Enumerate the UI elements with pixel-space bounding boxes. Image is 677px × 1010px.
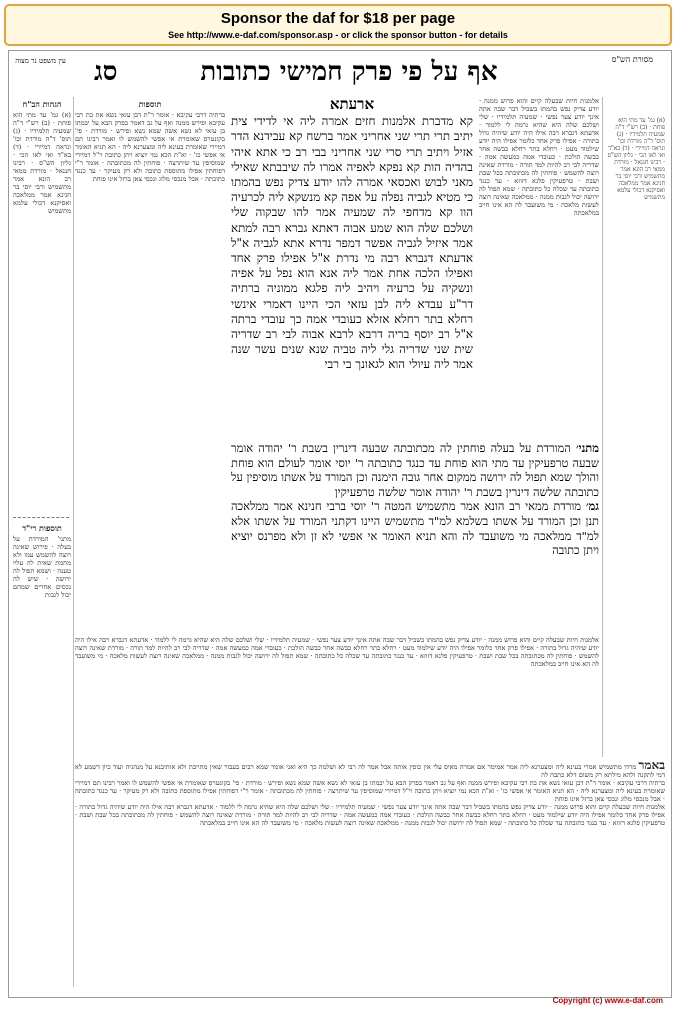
gemara2-label: גמ׳ (585, 499, 599, 514)
mishnah-text: המורדת על בעלה פוחתין לה מכתובתה שבעה דינרין בשבת ר' יהודה אומר שבעה טרפעיקין עד מתי הוא פוחת עד כנגד כתובתה ר' יוסי אומר לעולם הוא פוחת והולך שמא תפול לה ירושה ממקום אחר גובה הימנה וכן המורד על אשתו מוסיפין על כתובתה שלשה דינרין בשבת ר' יהודה אומר שלשה טרפעיקין (231, 441, 599, 499)
copyright-notice[interactable]: Copyright (c) www.e-daf.com (552, 996, 663, 1005)
tosafot-rid-title: תוספות רי"ד (22, 523, 62, 533)
divider-right (602, 97, 603, 757)
gemara-text: קא מדברת אלמנות חזים אמרה ליה אי לדידי צית יתיב תרי תרי שני אחריני אמר ברשח קא עבידנא הדר אזיל ויתיב תרי סרי שני אחריני בבי רב כי אתא איהי בהדיה הות קא נפקא לאפיה אמרו לה שיבבתא שאילי מאני לבוש ואכסאי אמרה להו יודע צדיק נפש בהמתו כי מטיא לגביה נפלה על אפה קא מנשקא ליה לכרעיה הוו קא מדחפי לה שמעיה אמר להו שבקוה שלי ושלכם שלה הוא שמע אבוה דאתא גברא רבה למתא אמר איזיל לגביה אפשר דמפר נדרא אתא לגביה א"ל אדעתא דגברא רבה מי נדרת א"ל אפילו פרק אחד ואפילו הלכה אחת אמר ליה אנא הוא נפל על אפיה ונשקיה על כרעיה ויהיב ליה פלגא ממוניה ברתיה דר"ע עבדא ליה לבן עזאי הכי היינו דאמרי אינשי רחלא בתר רחלא אזלא כעובדי אמה כך עובדי ברתה א"ל רב יוסף בריה דרבא לרבא אבוה לבי רב שדריה שית שני שדריה גלי ליה טביה שנא שנים עשר שנה אמר ליה עיולי הוא לגאונך בי רבי (231, 114, 473, 372)
divider-left (73, 97, 74, 987)
mishnah-block (231, 441, 599, 631)
bottom-commentary (75, 761, 665, 986)
daf-number: סג (94, 57, 118, 87)
page-title: אף על פי פרק חמישי כתובות (200, 57, 498, 87)
bottom-tosafot-text: ברתיה דרבי עקיבא · אומר ר"ת דבן עזאי נשא את בת רבי עקיבא ופירש ממנה ואף על גב דאמר בפרק הבא על יבמתו בן עזאי לא נשא אשה שמא נשא ופירש · מורדת · פי' בקונטרס שאומרת אי אפשי להשמש לו ואמר רבינו תם דמיירי שאומרת בעינא ליה ומצערנא ליה · הא תניא האומר אי אפשי כו' · וא"ת הכא נמי יוציא ויתן כתובה וי"ל דמיירי שמוסיפין עד שיתרצה · פוחתין לה מכתובתה · אומר ר"י דפוחתין אפילו מתוספת כתובה ולא רק מעיקר · עד כנגד כתובתה · אבל מנכסי מלוג ונכסי צאן ברזל אינו פוחת (75, 779, 665, 803)
gemara2-text: מורדת ממאי רב הונא אמר מתשמיש המטה ר' יוסי ברבי חנינא אמר ממלאכה תנן וכן המורד על אשתו בשלמא למ"ד מתשמיש היינו דקתני המורד על אשתו אלא למ"ד ממלאכה מי משועבד לה והא תניא האומר אי אפשי לא זן ולא מפרנס יוציא ויתן כתובה (231, 499, 599, 558)
bottom-rashi-text: אלמנות חיות שבעלה קיים והוא פרוש ממנה · יודע צדיק נפש בהמתו בשביל דבר שבה אתה אינך יודע צער נפשי · שמעיה תלמידיו · שלי ושלכם שלה היא שהיא גרמה לי ללמוד · אדעתא דגברא רבה אילו היה יודע שיהיה גדול בתורה · אפילו פרק אחד כלומר אפילו היה יודע שילמוד מעט · רחלא בתר רחלא כבשה אחר כבשה הולכת · כעובדי אמה כמעשה אמה · שדריה לבי רב להיות למד תורה · מורדת שאינה רוצה להשמש · פוחתין לה מכתובתה בכל שבת ושבת · טרפעיקין פלגא דזוזא · עד כנגד כתובתה עד שכלה כל כתובתה · שמא תפול לה ירושה יכול לגבות ממנה · ממלאכה שאינה רוצה לעשות מלאכה · מי משועבד לה הא אינו חייב במלאכתה (75, 803, 665, 827)
masoret-hashas-text: (א) גמ' עד מתי הוא פוחת · (ב) רש"י ד"ה שמעיה תלמידיו · (ג) תוס' ד"ה מורדת וכו' ונראה דמיירי · (ד) בא"ד ואי לאו הכי · גליון הש"ס · רבינו חננאל · מורדת ממאי רב הונא אמר מתשמיש ורבי יוסי בר חנינא אמר ממלאכה ואסיקנא דכולי עלמא מתשמיש (607, 117, 665, 201)
rashi-column (479, 97, 599, 437)
gemara-heading: ארעתא (329, 97, 375, 113)
ein-mishpat-label: עין משפט נר מצוה (15, 57, 66, 65)
sponsor-subtitle[interactable]: See http://www.e-daf.com/sponsor.asp - or click the sponsor button - for details (168, 30, 508, 40)
page-header (9, 51, 671, 95)
gemara-main (231, 97, 473, 437)
sponsor-title[interactable]: Sponsor the daf for $18 per page (220, 10, 456, 27)
tosafot-text: ברתיה דרבי עקיבא · אומר ר"ת דבן עזאי נשא את בת רבי עקיבא ופירש ממנה ואף על גב דאמר בפרק הבא על יבמתו בן עזאי לא נשא אשה שמא נשא ופירש · מורדת · פי' בקונטרס שאומרת אי אפשי להשמש לו ואמר רבינו תם דמיירי שאומרת בעינא ליה ומצערנא ליה · הא תניא האומר אי אפשי כו' · וא"ת הכא נמי יוציא ויתן כתובה וי"ל דמיירי שמוסיפין עד שיתרצה · פוחתין לה מכתובתה · אומר ר"י דפוחתין אפילו מתוספת כתובה ולא רק מעיקר · עד כנגד כתובתה · אבל מנכסי מלוג ונכסי צאן ברזל אינו פוחת (75, 111, 225, 183)
masoret-hashas-label: מסורת הש"ס (611, 55, 653, 64)
bottom-text: מרדו מתשמיש אמרי בעינא ליה ומצערנא ליה אמר אמימר אם אמרה מאיס עלי אין כופין אותה אבל אמר לה רבי לא ושלמה כך היא ואני אומר שמא רבים בעבור שאין מתייבת ולא אותיבנא על מנהגיה ועוד כיון דשמע לא דמי לתקנה ולהא מילתא רק משום דלא כתבה לה (75, 763, 665, 779)
hagahot-text: (א) גמ' עד מתי הוא פוחת · (ב) רש"י ד"ה שמעיה תלמידיו · (ג) תוס' ד"ה מורדת וכו' ונראה דמיירי · (ד) בא"ד ואי לאו הכי · גליון הש"ס · רבינו חננאל · מורדת ממאי רב הונא אמר מתשמיש ורבי יוסי בר חנינא אמר ממלאכה ואסיקנא דכולי עלמא מתשמיש (13, 111, 71, 215)
mishnah-label: מתני׳ (575, 441, 599, 455)
rashi-lower-text: אלמנות חיות שבעלה קיים והוא פרוש ממנה · יודע צדיק נפש בהמתו בשביל דבר שבה אתה אינך יודע צער נפשי · שמעיה תלמידיו · שלי ושלכם שלה היא שהיא גרמה לי ללמוד · אדעתא דגברא רבה אילו היה יודע שיהיה גדול בתורה · אפילו פרק אחד כלומר אפילו היה יודע שילמוד מעט · רחלא בתר רחלא כבשה אחר כבשה הולכת · כעובדי אמה כמעשה אמה · שדריה לבי רב להיות למד תורה · מורדת שאינה רוצה להשמש · פוחתין לה מכתובתה בכל שבת ושבת · טרפעיקין פלגא דזוזא · עד כנגד כתובתה עד שכלה כל כתובתה · שמא תפול לה ירושה יכול לגבות ממנה · ממלאכה שאינה רוצה לעשות מלאכה · מי משועבד לה הא אינו חייב במלאכתה (75, 636, 599, 668)
talmud-page (8, 50, 672, 998)
bottom-label: באמר (638, 761, 665, 772)
tosafot-rid-column (13, 521, 71, 951)
tosafot-title: תוספות (138, 99, 162, 109)
masoret-hashas-margin (605, 111, 665, 491)
sponsor-banner[interactable] (4, 4, 672, 46)
outer-margin-left (13, 97, 71, 517)
tosafot-column (75, 97, 225, 457)
tosafot-rid-text: מתני' המורדת על בעלה · פירוש שאינה רוצה להשמש עמו ולא מחמת שאית לה עליו טענה · ושמא תפול לה ירושה · שיש לה נכסים אחרים שמהם יכול לגבות (13, 535, 71, 599)
rashi-text: אלמנות חיות שבעלה קיים והוא פרוש ממנה · יודע צדיק נפש בהמתו בשביל דבר שבה אתה אינך יודע צער נפשי · שמעיה תלמידיו · שלי ושלכם שלה היא שהיא גרמה לי ללמוד · אדעתא דגברא רבה אילו היה יודע שיהיה גדול בתורה · אפילו פרק אחד כלומר אפילו היה יודע שילמוד מעט · רחלא בתר רחלא כבשה אחר כבשה הולכת · כעובדי אמה כמעשה אמה · שדריה לבי רב להיות למד תורה · מורדת שאינה רוצה להשמש · פוחתין לה מכתובתה בכל שבת ושבת · טרפעיקין פלגא דזוזא · עד כנגד כתובתה עד שכלה כל כתובתה · שמא תפול לה ירושה יכול לגבות ממנה · ממלאכה שאינה רוצה לעשות מלאכה · מי משועבד לה הא אינו חייב במלאכתה (479, 97, 599, 217)
section-divider (13, 517, 69, 518)
hagahot-title: הגהות הב"ח (22, 99, 62, 109)
rashi-lower (75, 636, 599, 756)
